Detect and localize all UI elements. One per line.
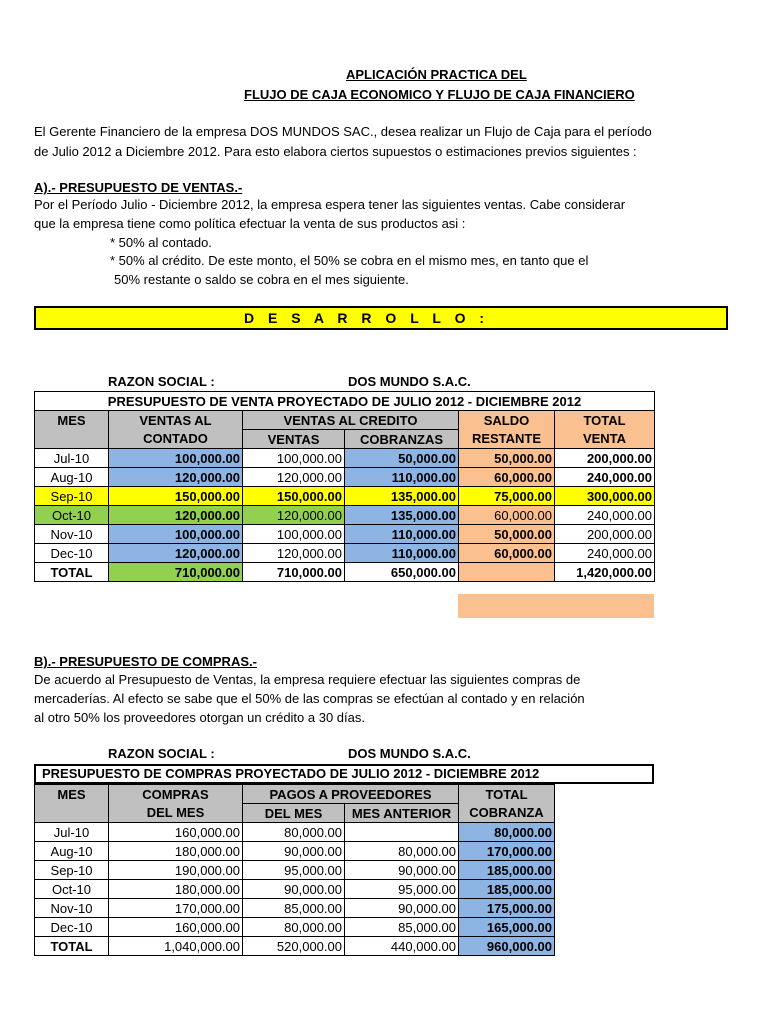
ventas-cobranzas: 135,000.00 — [345, 487, 459, 506]
compras-total: 185,000.00 — [459, 880, 555, 899]
compras-mes: Nov-10 — [35, 899, 109, 918]
compras-anterior: 90,000.00 — [345, 861, 459, 880]
ventas-total: 200,000.00 — [555, 449, 655, 468]
ventas-orange-block — [458, 594, 654, 618]
compras-table — [34, 784, 555, 956]
compras-header-pagos-del-mes: DEL MES — [243, 804, 345, 823]
compras-total: 165,000.00 — [459, 918, 555, 937]
ventas-credito: 120,000.00 — [243, 468, 345, 487]
compras-anterior — [345, 823, 459, 842]
ventas-mes: Nov-10 — [35, 525, 109, 544]
ventas-header-ventas: VENTAS — [243, 430, 345, 449]
ventas-total: 240,000.00 — [555, 506, 655, 525]
compras-header-mes-anterior: MES ANTERIOR — [345, 804, 459, 823]
compras-del-mes: 85,000.00 — [243, 899, 345, 918]
compras-header-compras: COMPRAS — [109, 785, 243, 804]
compras-header-del-mes: DEL MES — [109, 804, 243, 823]
ventas-mes: Jul-10 — [35, 449, 109, 468]
compras-total-compras: 1,040,000.00 — [109, 937, 243, 956]
intro-line-2: de Julio 2012 a Diciembre 2012. Para esto elabora ciertos supuestos o estimaciones previos siguientes : — [34, 144, 637, 159]
ventas-total-venta: 1,420,000.00 — [555, 563, 655, 582]
title-line-2: FLUJO DE CAJA ECONOMICO Y FLUJO DE CAJA FINANCIERO — [244, 87, 635, 102]
compras-total-cobranza: 960,000.00 — [459, 937, 555, 956]
compras-mes: Jul-10 — [35, 823, 109, 842]
ventas-total-saldo — [459, 563, 555, 582]
ventas-saldo: 75,000.00 — [459, 487, 555, 506]
compras-del-mes: 90,000.00 — [243, 880, 345, 899]
ventas-saldo: 60,000.00 — [459, 544, 555, 563]
compras-razon-label: RAZON SOCIAL : — [108, 746, 215, 761]
section-b-line-3: al otro 50% los proveedores otorgan un crédito a 30 días. — [34, 710, 365, 725]
ventas-mes: Sep-10 — [35, 487, 109, 506]
section-a-line-5: 50% restante o saldo se cobra en el mes siguiente. — [114, 272, 409, 287]
compras-total-anterior: 440,000.00 — [345, 937, 459, 956]
compras-total: 170,000.00 — [459, 842, 555, 861]
section-a-line-2: que la empresa tiene como política efectuar la venta de sus productos asi : — [34, 216, 466, 231]
ventas-total: 300,000.00 — [555, 487, 655, 506]
ventas-saldo: 50,000.00 — [459, 525, 555, 544]
compras-compras: 190,000.00 — [109, 861, 243, 880]
ventas-total-cobranzas: 650,000.00 — [345, 563, 459, 582]
ventas-header-credito: VENTAS AL CREDITO — [243, 411, 459, 430]
section-b-line-2: mercaderías. Al efecto se sabe que el 50% de las compras se efectúan al contado y en relación — [34, 691, 585, 706]
compras-total: 185,000.00 — [459, 861, 555, 880]
ventas-cobranzas: 135,000.00 — [345, 506, 459, 525]
ventas-contado: 100,000.00 — [109, 525, 243, 544]
ventas-contado: 100,000.00 — [109, 449, 243, 468]
ventas-credito: 120,000.00 — [243, 544, 345, 563]
table-row — [35, 449, 655, 468]
compras-compras: 160,000.00 — [109, 918, 243, 937]
table-row — [35, 842, 555, 861]
table-row — [35, 544, 655, 563]
section-a-heading: A).- PRESUPUESTO DE VENTAS.- — [34, 180, 243, 195]
table-total-row — [35, 563, 655, 582]
ventas-header-total: TOTAL — [555, 411, 655, 430]
ventas-header-venta: VENTA — [555, 430, 655, 449]
ventas-table — [34, 391, 655, 582]
ventas-contado: 150,000.00 — [109, 487, 243, 506]
compras-table-title: PRESUPUESTO DE COMPRAS PROYECTADO DE JULIO 2012 - DICIEMBRE 2012 — [34, 764, 654, 784]
ventas-saldo: 50,000.00 — [459, 449, 555, 468]
ventas-credito: 120,000.00 — [243, 506, 345, 525]
section-b-heading: B).- PRESUPUESTO DE COMPRAS.- — [34, 654, 257, 669]
title-line-1: APLICACIÓN PRACTICA DEL — [346, 67, 527, 82]
compras-mes: Dec-10 — [35, 918, 109, 937]
compras-compras: 170,000.00 — [109, 899, 243, 918]
ventas-total: 240,000.00 — [555, 544, 655, 563]
ventas-cobranzas: 50,000.00 — [345, 449, 459, 468]
section-a-line-4: * 50% al crédito. De este monto, el 50% se cobra en el mismo mes, en tanto que el — [110, 253, 589, 268]
compras-mes: Sep-10 — [35, 861, 109, 880]
compras-header-total: TOTAL — [459, 785, 555, 804]
ventas-cobranzas: 110,000.00 — [345, 525, 459, 544]
ventas-total-credito: 710,000.00 — [243, 563, 345, 582]
compras-compras: 180,000.00 — [109, 880, 243, 899]
ventas-credito: 150,000.00 — [243, 487, 345, 506]
compras-del-mes: 90,000.00 — [243, 842, 345, 861]
compras-total-label: TOTAL — [35, 937, 109, 956]
ventas-header-saldo: SALDO — [459, 411, 555, 430]
ventas-total-contado: 710,000.00 — [109, 563, 243, 582]
compras-anterior: 95,000.00 — [345, 880, 459, 899]
compras-anterior: 85,000.00 — [345, 918, 459, 937]
compras-del-mes: 80,000.00 — [243, 823, 345, 842]
table-row — [35, 823, 555, 842]
compras-anterior: 90,000.00 — [345, 899, 459, 918]
ventas-total-label: TOTAL — [35, 563, 109, 582]
ventas-contado: 120,000.00 — [109, 544, 243, 563]
table-row — [35, 880, 555, 899]
compras-header-pagos: PAGOS A PROVEEDORES — [243, 785, 459, 804]
section-a-line-3: * 50% al contado. — [110, 235, 212, 250]
compras-compras: 160,000.00 — [109, 823, 243, 842]
compras-total: 80,000.00 — [459, 823, 555, 842]
table-row — [35, 899, 555, 918]
ventas-header-ventas-al: VENTAS AL — [109, 411, 243, 430]
desarrollo-label: D E S A R R O L L O : — [244, 310, 490, 326]
ventas-razon-label: RAZON SOCIAL : — [108, 374, 215, 389]
ventas-cobranzas: 110,000.00 — [345, 544, 459, 563]
ventas-razon-value: DOS MUNDO S.A.C. — [348, 374, 471, 389]
compras-del-mes: 80,000.00 — [243, 918, 345, 937]
ventas-header-contado: CONTADO — [109, 430, 243, 449]
ventas-credito: 100,000.00 — [243, 525, 345, 544]
ventas-saldo: 60,000.00 — [459, 468, 555, 487]
compras-header-mes: MES — [35, 785, 109, 804]
ventas-mes: Aug-10 — [35, 468, 109, 487]
section-b-line-1: De acuerdo al Presupuesto de Ventas, la empresa requiere efectuar las siguientes compras de — [34, 672, 581, 687]
table-row — [35, 525, 655, 544]
ventas-mes: Oct-10 — [35, 506, 109, 525]
intro-line-1: El Gerente Financiero de la empresa DOS MUNDOS SAC., desea realizar un Flujo de Caja para el período — [34, 124, 652, 139]
compras-total: 175,000.00 — [459, 899, 555, 918]
ventas-total: 200,000.00 — [555, 525, 655, 544]
compras-razon-value: DOS MUNDO S.A.C. — [348, 746, 471, 761]
table-row — [35, 918, 555, 937]
ventas-table-title: PRESUPUESTO DE VENTA PROYECTADO DE JULIO 2012 - DICIEMBRE 2012 — [35, 392, 655, 411]
ventas-header-mes: MES — [35, 411, 109, 430]
compras-del-mes: 95,000.00 — [243, 861, 345, 880]
compras-mes: Oct-10 — [35, 880, 109, 899]
compras-compras: 180,000.00 — [109, 842, 243, 861]
table-total-row — [35, 937, 555, 956]
compras-anterior: 80,000.00 — [345, 842, 459, 861]
ventas-header-cobranzas: COBRANZAS — [345, 430, 459, 449]
ventas-total: 240,000.00 — [555, 468, 655, 487]
compras-header-cobranza: COBRANZA — [459, 804, 555, 823]
ventas-mes: Dec-10 — [35, 544, 109, 563]
table-row — [35, 506, 655, 525]
ventas-saldo: 60,000.00 — [459, 506, 555, 525]
desarrollo-banner — [34, 306, 728, 330]
table-row — [35, 861, 555, 880]
ventas-header-restante: RESTANTE — [459, 430, 555, 449]
compras-total-del-mes: 520,000.00 — [243, 937, 345, 956]
table-row — [35, 487, 655, 506]
section-a-line-1: Por el Período Julio - Diciembre 2012, la empresa espera tener las siguientes ventas. Cabe considerar — [34, 197, 626, 212]
compras-mes: Aug-10 — [35, 842, 109, 861]
ventas-cobranzas: 110,000.00 — [345, 468, 459, 487]
table-row — [35, 468, 655, 487]
ventas-credito: 100,000.00 — [243, 449, 345, 468]
ventas-contado: 120,000.00 — [109, 468, 243, 487]
ventas-contado: 120,000.00 — [109, 506, 243, 525]
